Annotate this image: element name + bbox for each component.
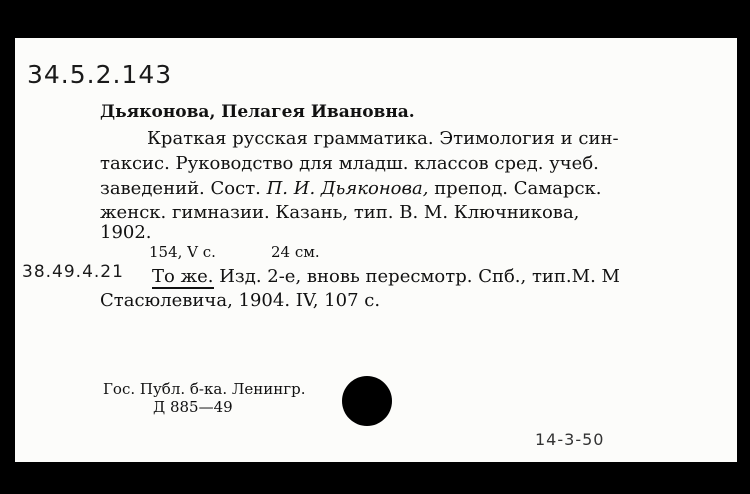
description-compiler-name: П. И. Дьяконова, (266, 178, 429, 199)
library-code: Д 885—49 (153, 398, 233, 416)
edition-line-1 (152, 266, 620, 287)
description-compiler-role: препод. Самарск. (434, 178, 602, 199)
size: 24 см. (271, 243, 320, 261)
description-line-2: таксис. Руководство для младш. классов сред. учеб. (100, 153, 599, 174)
catalog-card (15, 38, 737, 462)
description-line-5: 1902. (100, 222, 152, 243)
pages: 154, V с. (149, 243, 216, 261)
same-marker: То же. (152, 266, 214, 287)
shelfmark-top: 34.5.2.143 (27, 60, 173, 89)
edition-text: Изд. 2-е, вновь пересмотр. Спб., тип.М. М (219, 266, 620, 287)
shelfmark-second: 38.49.4.21 (22, 262, 124, 282)
library-name: Гос. Публ. б-ка. Ленингр. (103, 380, 306, 398)
punch-hole (342, 376, 392, 426)
author-heading: Дьяконова, Пелагея Ивановна. (100, 102, 415, 122)
description-line-4: женск. гимназии. Казань, тип. В. М. Ключникова, (100, 202, 580, 223)
description-line-3 (100, 178, 602, 199)
description-compiler-label: заведений. Сост. (100, 178, 261, 199)
edition-line-2: Стасюлевича, 1904. IV, 107 с. (100, 290, 381, 311)
description-line-1: Краткая русская грамматика. Этимология и син- (147, 128, 619, 149)
handwritten-date: 14-3-50 (535, 430, 605, 449)
